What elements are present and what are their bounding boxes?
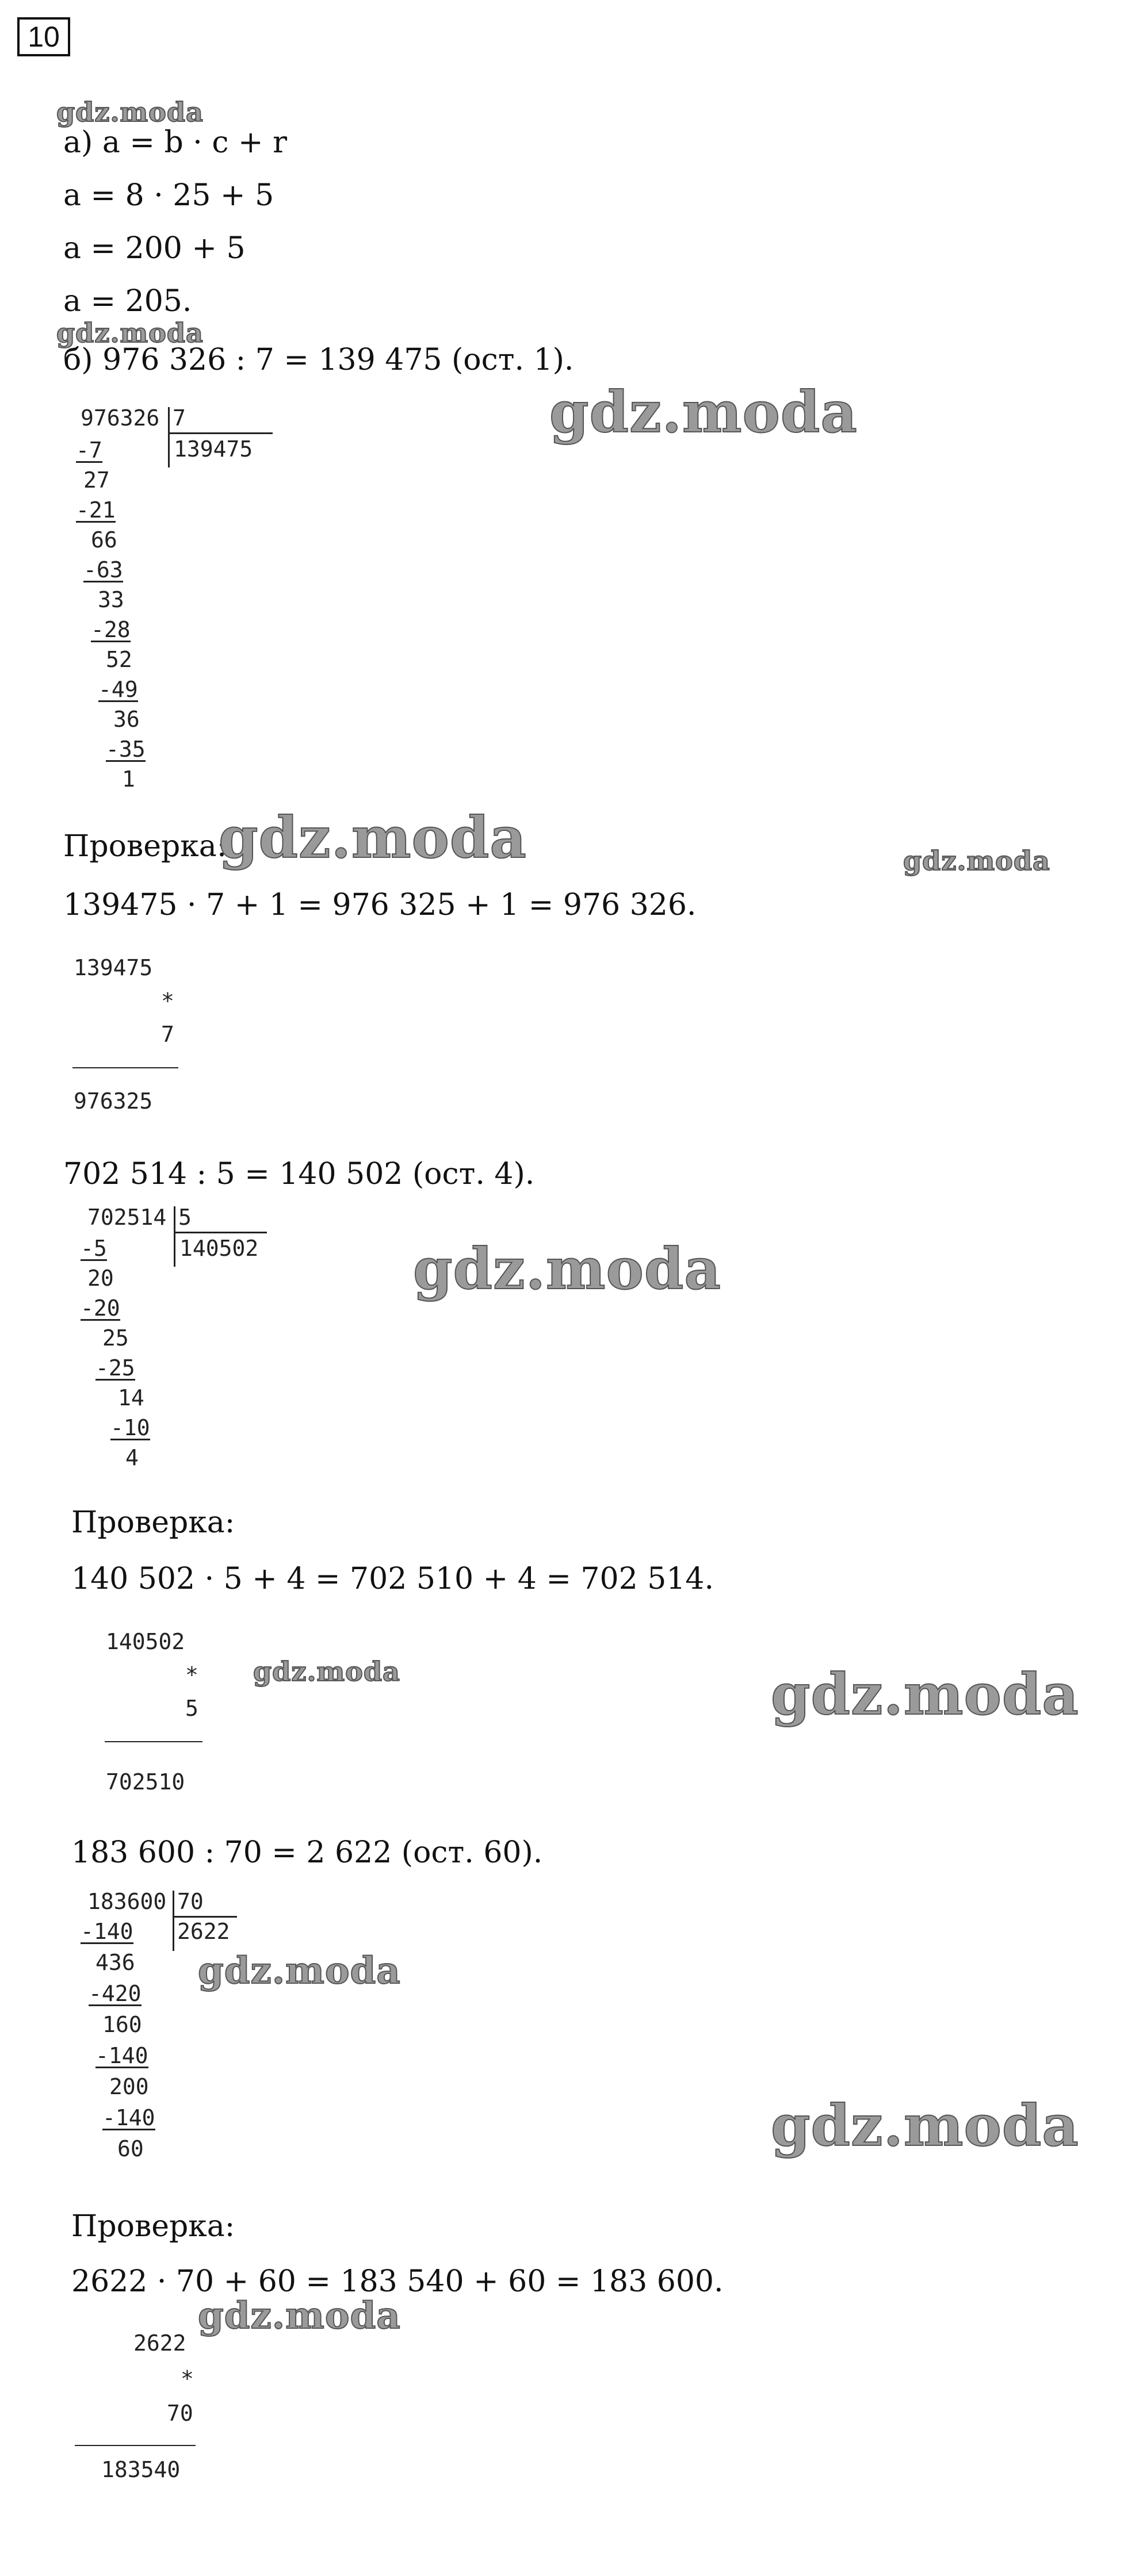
division-3-step: 436 [95, 1950, 135, 1975]
division-2-step: -10 [110, 1415, 150, 1440]
division-1-step: -28 [91, 617, 131, 642]
part-a-line-3: a = 200 + 5 [63, 231, 246, 266]
division-2-step: 25 [102, 1325, 129, 1351]
check-equation-2: 140 502 · 5 + 4 = 702 510 + 4 = 702 514. [71, 1562, 714, 1596]
division-bracket-line [169, 432, 273, 434]
multiplication-2-factor: 5 [185, 1696, 198, 1721]
division-1-step: 36 [113, 707, 140, 732]
multiplication-line [105, 1741, 202, 1742]
division-1-step: -7 [76, 438, 102, 463]
watermark: gdz.moda [198, 1949, 401, 1992]
watermark: gdz.moda [771, 2093, 1079, 2159]
division-3-dividend: 183600 [87, 1889, 167, 1914]
division-bracket [168, 407, 170, 467]
division-bracket [173, 1891, 174, 1951]
watermark: gdz.moda [253, 1656, 400, 1687]
division-1-equation: б) 976 326 : 7 = 139 475 (ост. 1). [63, 343, 574, 377]
part-a-line-4: a = 205. [63, 284, 192, 319]
division-2-remainder: 4 [125, 1445, 139, 1470]
division-3-step: 160 [102, 2012, 142, 2037]
multiplication-3-factor: 70 [167, 2401, 193, 2426]
division-2-quotient: 140502 [179, 1236, 259, 1261]
division-1-step: 66 [91, 527, 117, 553]
division-3-step: -140 [102, 2105, 155, 2130]
watermark: gdz.moda [198, 2294, 401, 2337]
division-3-step: 200 [109, 2074, 149, 2099]
division-1-step: -21 [76, 497, 116, 523]
division-1-remainder: 1 [122, 766, 135, 792]
division-1-step: -63 [83, 557, 123, 582]
division-3-step: -140 [81, 1919, 133, 1944]
multiplication-line [72, 1067, 178, 1068]
division-3-step: -140 [95, 2043, 148, 2068]
multiplication-3-top: 2622 [133, 2330, 186, 2356]
multiplication-3-sign: * [181, 2366, 194, 2391]
division-2-step: -25 [95, 1355, 135, 1381]
watermark: gdz.moda [549, 379, 858, 446]
division-1-step: 52 [106, 647, 132, 672]
division-1-step: -49 [98, 677, 138, 702]
check-label-1: Проверка: [63, 829, 227, 864]
check-equation-3: 2622 · 70 + 60 = 183 540 + 60 = 183 600. [71, 2264, 724, 2299]
division-2-divisor: 5 [178, 1205, 192, 1230]
multiplication-2-result: 702510 [106, 1769, 185, 1795]
check-label-2: Проверка: [71, 1505, 235, 1540]
watermark: gdz.moda [413, 1236, 721, 1302]
division-2-dividend: 702514 [87, 1205, 167, 1230]
division-3-step: -420 [89, 1981, 142, 2006]
division-2-step: -5 [81, 1236, 107, 1261]
division-2-step: 20 [87, 1266, 114, 1291]
division-3-remainder: 60 [117, 2136, 144, 2161]
division-1-step: -35 [106, 737, 146, 762]
multiplication-2-sign: * [185, 1662, 198, 1688]
task-number: 10 [17, 17, 70, 56]
division-3-quotient: 2622 [177, 1919, 230, 1944]
check-equation-1: 139475 · 7 + 1 = 976 325 + 1 = 976 326. [63, 888, 697, 922]
watermark: gdz.moda [56, 97, 204, 128]
division-1-quotient: 139475 [174, 436, 253, 462]
multiplication-1-factor: 7 [161, 1022, 174, 1047]
division-1-step: 33 [98, 587, 124, 612]
multiplication-3-result: 183540 [101, 2457, 181, 2482]
division-1-step: 27 [83, 467, 110, 493]
watermark: gdz.moda [771, 1662, 1079, 1728]
check-label-3: Проверка: [71, 2209, 235, 2244]
watermark: gdz.moda [219, 805, 527, 871]
division-bracket [174, 1206, 175, 1267]
division-3-equation: 183 600 : 70 = 2 622 (ост. 60). [71, 1835, 543, 1870]
watermark: gdz.moda [903, 845, 1050, 876]
division-3-divisor: 70 [177, 1889, 204, 1914]
division-2-step: -20 [81, 1295, 120, 1321]
part-a-line-2: a = 8 · 25 + 5 [63, 178, 274, 213]
division-1-divisor: 7 [173, 405, 186, 431]
multiplication-2-top: 140502 [106, 1629, 185, 1654]
multiplication-1-top: 139475 [74, 955, 153, 980]
division-bracket-line [175, 1232, 267, 1233]
multiplication-1-result: 976325 [74, 1088, 153, 1114]
division-bracket-line [174, 1916, 237, 1918]
multiplication-line [75, 2445, 196, 2446]
watermark: gdz.moda [56, 317, 204, 348]
division-1-dividend: 976326 [81, 405, 160, 431]
part-a-line-1: а) a = b · c + r [63, 125, 287, 160]
division-2-step: 14 [118, 1385, 144, 1410]
multiplication-1-sign: * [161, 988, 174, 1014]
division-2-equation: 702 514 : 5 = 140 502 (ост. 4). [63, 1157, 535, 1191]
